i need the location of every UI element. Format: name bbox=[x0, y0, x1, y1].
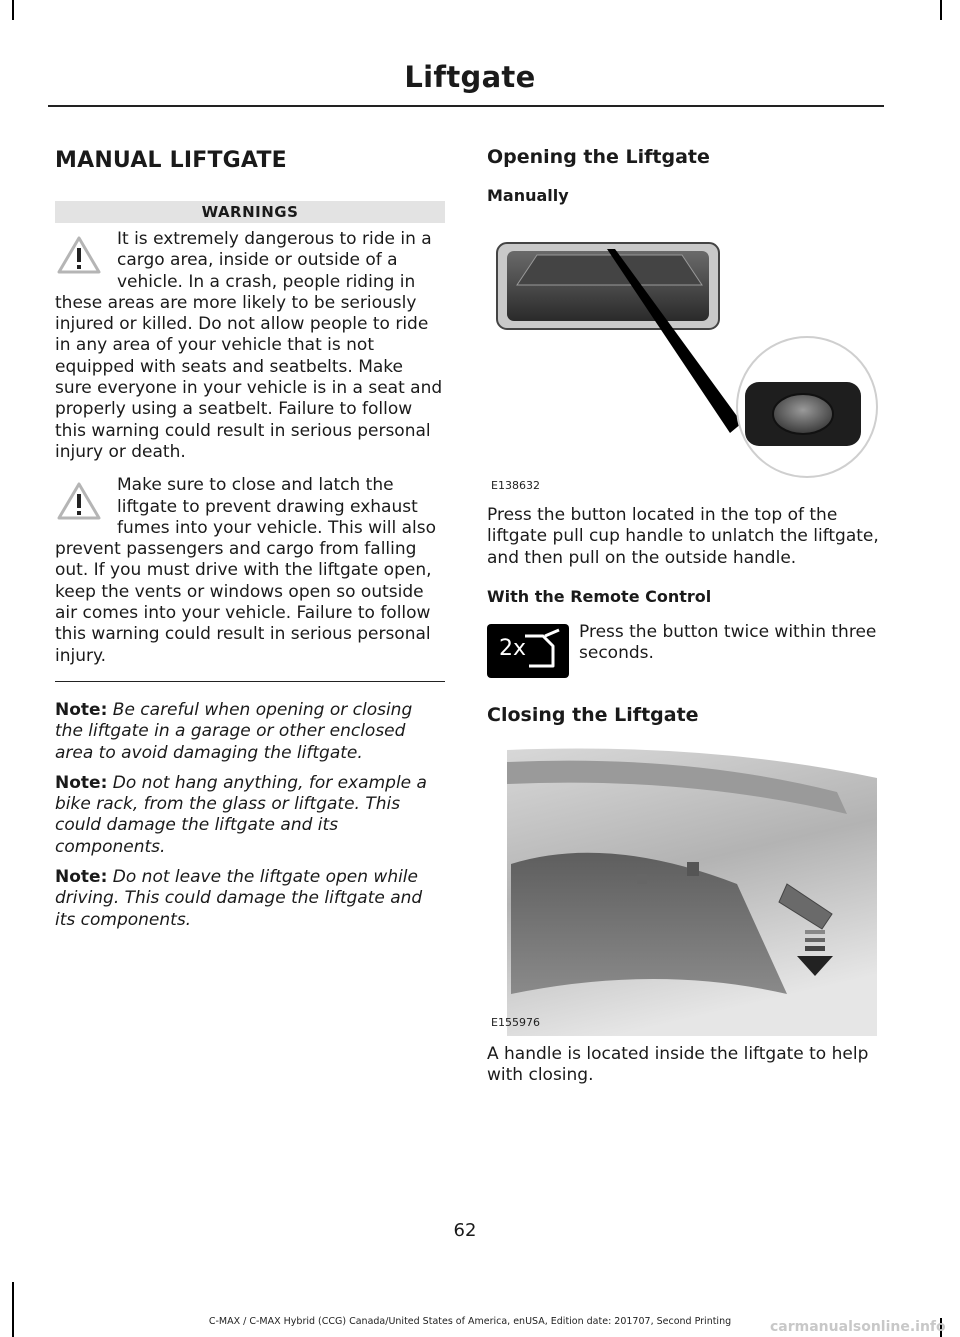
subheading-manually: Manually bbox=[487, 186, 569, 205]
figure-code: E138632 bbox=[491, 479, 540, 492]
page-title: Liftgate bbox=[404, 60, 536, 94]
pull-cup-handle-illustration bbox=[487, 205, 887, 505]
warnings-end-rule bbox=[55, 681, 445, 682]
page-number: 62 bbox=[453, 1220, 477, 1241]
crop-mark-top-left bbox=[12, 0, 14, 20]
watermark: carmanualsonline.info bbox=[770, 1319, 946, 1335]
subheading-remote-control: With the Remote Control bbox=[487, 586, 712, 606]
note-label: Note: bbox=[55, 772, 108, 793]
figure-closing-handle bbox=[487, 744, 887, 1040]
crop-mark-top-right bbox=[940, 0, 942, 20]
warning-text-1: It is extremely dangerous to ride in a cargo area, inside or outside of a vehicle. In a crash, people riding in these areas are more likely to be seriously injured or killed. Do not allow people to ride in any area of your vehicle that is not equipped with seats and seatbelts. Make sure everyone in your vehicle is in a seat and properly using a seatbelt. Failure to follow this warning could result in serious personal injury or death. bbox=[55, 229, 443, 462]
remote-instruction bbox=[487, 622, 887, 682]
note-label: Note: bbox=[55, 867, 108, 888]
warning-text-2: Make sure to close and latch the liftgate to prevent drawing exhaust fumes into your vehicle. This will also prevent passengers and cargo from falling out. If you must drive with the liftgate open, keep the vents or windows open so outside air comes into your vehicle. Failure to follow this warning could result in serious personal injury. bbox=[55, 475, 437, 666]
crop-mark-bottom-left bbox=[12, 1282, 14, 1337]
note-text: Do not hang anything, for example a bike rack, from the glass or liftgate. This could damage the liftgate and its components. bbox=[55, 772, 427, 857]
section-heading-closing: Closing the Liftgate bbox=[487, 703, 699, 726]
section-heading-manual-liftgate: MANUAL LIFTGATE bbox=[55, 148, 287, 173]
warning-triangle-icon bbox=[57, 481, 101, 521]
remote-instruction-text: Press the button twice within three seconds. bbox=[579, 621, 877, 664]
right-column bbox=[487, 140, 887, 1100]
manual-opening-text: Press the button located in the top of the liftgate pull cup handle to unlatch the liftgate, and then pull on the outside handle. bbox=[487, 505, 879, 568]
figure-pull-cup-handle bbox=[487, 205, 887, 505]
note-text: Do not leave the liftgate open while driving. This could damage the liftgate and its components. bbox=[55, 867, 423, 930]
figure-code: E155976 bbox=[491, 1015, 540, 1029]
press-count-label: 2x bbox=[499, 635, 527, 661]
warnings-bar: WARNINGS bbox=[55, 201, 445, 223]
left-column bbox=[55, 140, 445, 940]
note-1 bbox=[55, 700, 445, 764]
closing-text: A handle is located inside the liftgate to help with closing. bbox=[487, 1043, 869, 1086]
header-divider bbox=[48, 105, 884, 107]
warning-block-1 bbox=[55, 229, 445, 463]
remote-liftgate-icon bbox=[487, 624, 569, 678]
note-2 bbox=[55, 773, 445, 858]
note-label: Note: bbox=[55, 699, 108, 720]
warning-triangle-icon bbox=[57, 235, 101, 275]
section-heading-opening: Opening the Liftgate bbox=[487, 146, 710, 168]
note-text: Be careful when opening or closing the liftgate in a garage or other enclosed area to avoid damaging the liftgate. bbox=[55, 699, 413, 763]
note-3 bbox=[55, 867, 445, 931]
warning-block-2 bbox=[55, 475, 445, 667]
edition-footer: C-MAX / C-MAX Hybrid (CCG) Canada/United States of America, enUSA, Edition date: 201707, Second Printing bbox=[208, 1316, 732, 1327]
liftgate-interior-illustration bbox=[487, 744, 887, 1036]
